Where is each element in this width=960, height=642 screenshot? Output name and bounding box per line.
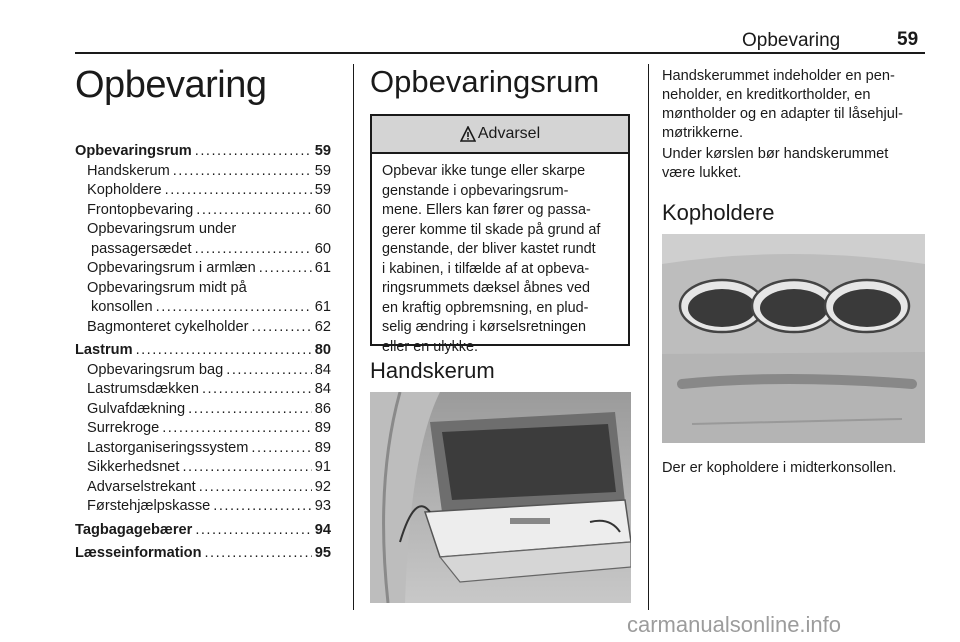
- toc-entry-text: Læsseinformation: [75, 545, 202, 561]
- kopholdere-caption: Der er kopholdere i midterkonsollen.: [662, 460, 897, 476]
- header-rule: [75, 52, 925, 54]
- toc-entry-text: Lastorganiseringssystem: [87, 439, 249, 456]
- toc-leader-dots: [136, 342, 312, 358]
- warning-line: gerer komme til skade på grund af: [382, 221, 601, 238]
- toc-entry[interactable]: [75, 182, 331, 202]
- paragraph-line: møtrikkerne.: [662, 125, 744, 141]
- toc-page-number: 89: [314, 420, 331, 436]
- toc-entry-text: Opbevaringsrum i armlæn: [87, 260, 256, 276]
- toc-entry[interactable]: [75, 280, 331, 300]
- toc-page-number: 60: [314, 240, 331, 257]
- toc-entry-text: Lastrum: [75, 342, 133, 358]
- watermark: carmanualsonline.info: [627, 612, 842, 637]
- toc-entry-text: Lastrumsdækken: [87, 381, 199, 397]
- toc-entry-text: Tagbagagebærer: [75, 521, 193, 538]
- toc-page-number: 93: [314, 498, 331, 514]
- toc-entry-text: Advarselstrekant: [87, 478, 196, 495]
- toc-page-number: 94: [314, 521, 331, 538]
- toc-leader-dots: [173, 163, 312, 179]
- warning-header: [372, 116, 628, 154]
- toc-entry-text: Førstehjælpskasse: [87, 498, 211, 514]
- toc-page-number: 62: [314, 318, 331, 335]
- warning-line: Opbevar ikke tunge eller skarpe: [382, 163, 586, 179]
- toc-page-number: 91: [314, 459, 331, 475]
- toc-entry[interactable]: [75, 362, 331, 382]
- cupholder-drawing: [662, 234, 925, 443]
- warning-line: en kraftig opbremsning, en plud-: [382, 299, 589, 316]
- toc-entry[interactable]: [75, 440, 331, 460]
- warning-line: eller en ulykke.: [382, 338, 478, 355]
- toc-entry-text: Opbevaringsrum under: [87, 221, 237, 237]
- toc-leader-dots: [251, 440, 311, 456]
- toc-page-number: 80: [314, 342, 331, 358]
- toc-entry-text: Opbevaringsrum midt på: [87, 279, 247, 296]
- toc-entry-text: Gulvafdækning: [87, 400, 186, 417]
- toc-entry[interactable]: [75, 522, 331, 542]
- header-title: Opbevaring: [742, 30, 841, 51]
- section-title: Opbevaringsrum: [370, 64, 600, 99]
- toc-entry[interactable]: [75, 401, 331, 421]
- toc-entry-text: Frontopbevaring: [87, 201, 194, 218]
- toc-leader-dots: [156, 299, 312, 315]
- toc-entry[interactable]: [75, 479, 331, 499]
- toc-entry-text: Handskerum: [87, 162, 170, 179]
- warning-line: mene. Ellers kan fører og passa-: [382, 202, 591, 218]
- toc-entry[interactable]: [75, 342, 331, 362]
- toc-entry[interactable]: [75, 319, 331, 339]
- paragraph-line: Under kørslen bør handskerummet: [662, 146, 889, 162]
- warning-box: [370, 114, 630, 355]
- warning-line: genstande, der bliver kastet rundt: [382, 241, 596, 257]
- toc-entry-text: konsollen: [91, 299, 153, 315]
- toc-leader-dots: [259, 260, 312, 276]
- toc-entry[interactable]: [75, 381, 331, 401]
- glovebox-drawing: [370, 392, 631, 603]
- toc-leader-dots: [182, 459, 311, 475]
- warning-icon: [460, 126, 476, 142]
- toc-entry-text: Surrekroge: [87, 420, 160, 436]
- toc-leader-dots: [213, 498, 311, 514]
- toc-leader-dots: [165, 182, 312, 198]
- paragraph-line: møntholder og en adapter til låsehjul-: [662, 106, 903, 122]
- glovebox-description: [662, 67, 928, 143]
- toc-page-number: 84: [314, 361, 331, 378]
- warning-line: i kabinen, i tilfælde af at opbeva-: [382, 260, 590, 277]
- glovebox-illustration: [370, 392, 631, 603]
- toc-leader-dots: [195, 143, 312, 159]
- toc-page-number: 89: [314, 439, 331, 456]
- toc-entry-text: passagersædet: [91, 240, 192, 257]
- toc-page-number: 60: [314, 201, 331, 218]
- table-of-contents: [75, 143, 331, 565]
- toc-entry[interactable]: [75, 202, 331, 222]
- toc-leader-dots: [195, 522, 311, 538]
- kopholdere-title: Kopholdere: [662, 200, 775, 225]
- paragraph-line: Handskerummet indeholder en pen-: [662, 68, 895, 84]
- toc-entry[interactable]: [75, 420, 331, 440]
- toc-leader-dots: [196, 202, 311, 218]
- toc-entry-text: Kopholdere: [87, 182, 162, 198]
- toc-page-number: 61: [314, 299, 331, 315]
- toc-entry-text: Sikkerhedsnet: [87, 459, 180, 475]
- column-divider-right: [648, 64, 649, 610]
- toc-entry[interactable]: [75, 260, 331, 280]
- paragraph-line: neholder, en kreditkortholder, en: [662, 87, 871, 103]
- warning-line: selig ændring i kørselsretningen: [382, 319, 586, 335]
- toc-entry[interactable]: [75, 498, 331, 518]
- toc-leader-dots: [199, 479, 312, 495]
- toc-entry-text: Bagmonteret cykelholder: [87, 318, 249, 335]
- paragraph-line: være lukket.: [662, 165, 742, 181]
- warning-line: genstande i opbevaringsrum-: [382, 182, 569, 199]
- toc-leader-dots: [188, 401, 312, 417]
- toc-page-number: 84: [314, 381, 331, 397]
- toc-leader-dots: [162, 420, 312, 436]
- warning-text: [372, 154, 628, 357]
- toc-page-number: 61: [314, 260, 331, 276]
- toc-page-number: 86: [314, 400, 331, 417]
- toc-leader-dots: [202, 381, 312, 397]
- column-divider-left: [353, 64, 354, 610]
- chapter-title: Opbevaring: [75, 64, 267, 106]
- toc-entry-text: Opbevaringsrum: [75, 143, 192, 159]
- toc-entry[interactable]: [75, 299, 331, 319]
- cupholder-illustration: [662, 234, 925, 443]
- toc-page-number: 92: [314, 478, 331, 495]
- toc-entry-text: Opbevaringsrum bag: [87, 361, 224, 378]
- toc-page-number: 59: [314, 162, 331, 179]
- toc-entry[interactable]: [75, 221, 331, 241]
- toc-leader-dots: [251, 319, 311, 335]
- toc-page-number: 59: [314, 182, 331, 198]
- toc-leader-dots: [205, 545, 312, 561]
- toc-leader-dots: [226, 362, 311, 378]
- toc-page-number: 95: [314, 545, 331, 561]
- toc-entry[interactable]: [75, 459, 331, 479]
- warning-label: Advarsel: [477, 125, 541, 142]
- warning-line: ringsrummets dæksel åbnes ved: [382, 280, 590, 296]
- toc-entry[interactable]: [75, 241, 331, 261]
- handskerum-title: Handskerum: [370, 358, 495, 383]
- toc-entry[interactable]: [75, 163, 331, 183]
- toc-page-number: 59: [314, 143, 331, 159]
- toc-entry[interactable]: [75, 545, 331, 565]
- glovebox-note: [662, 145, 928, 183]
- page-number: 59: [897, 29, 919, 50]
- toc-entry[interactable]: [75, 143, 331, 163]
- toc-leader-dots: [195, 241, 312, 257]
